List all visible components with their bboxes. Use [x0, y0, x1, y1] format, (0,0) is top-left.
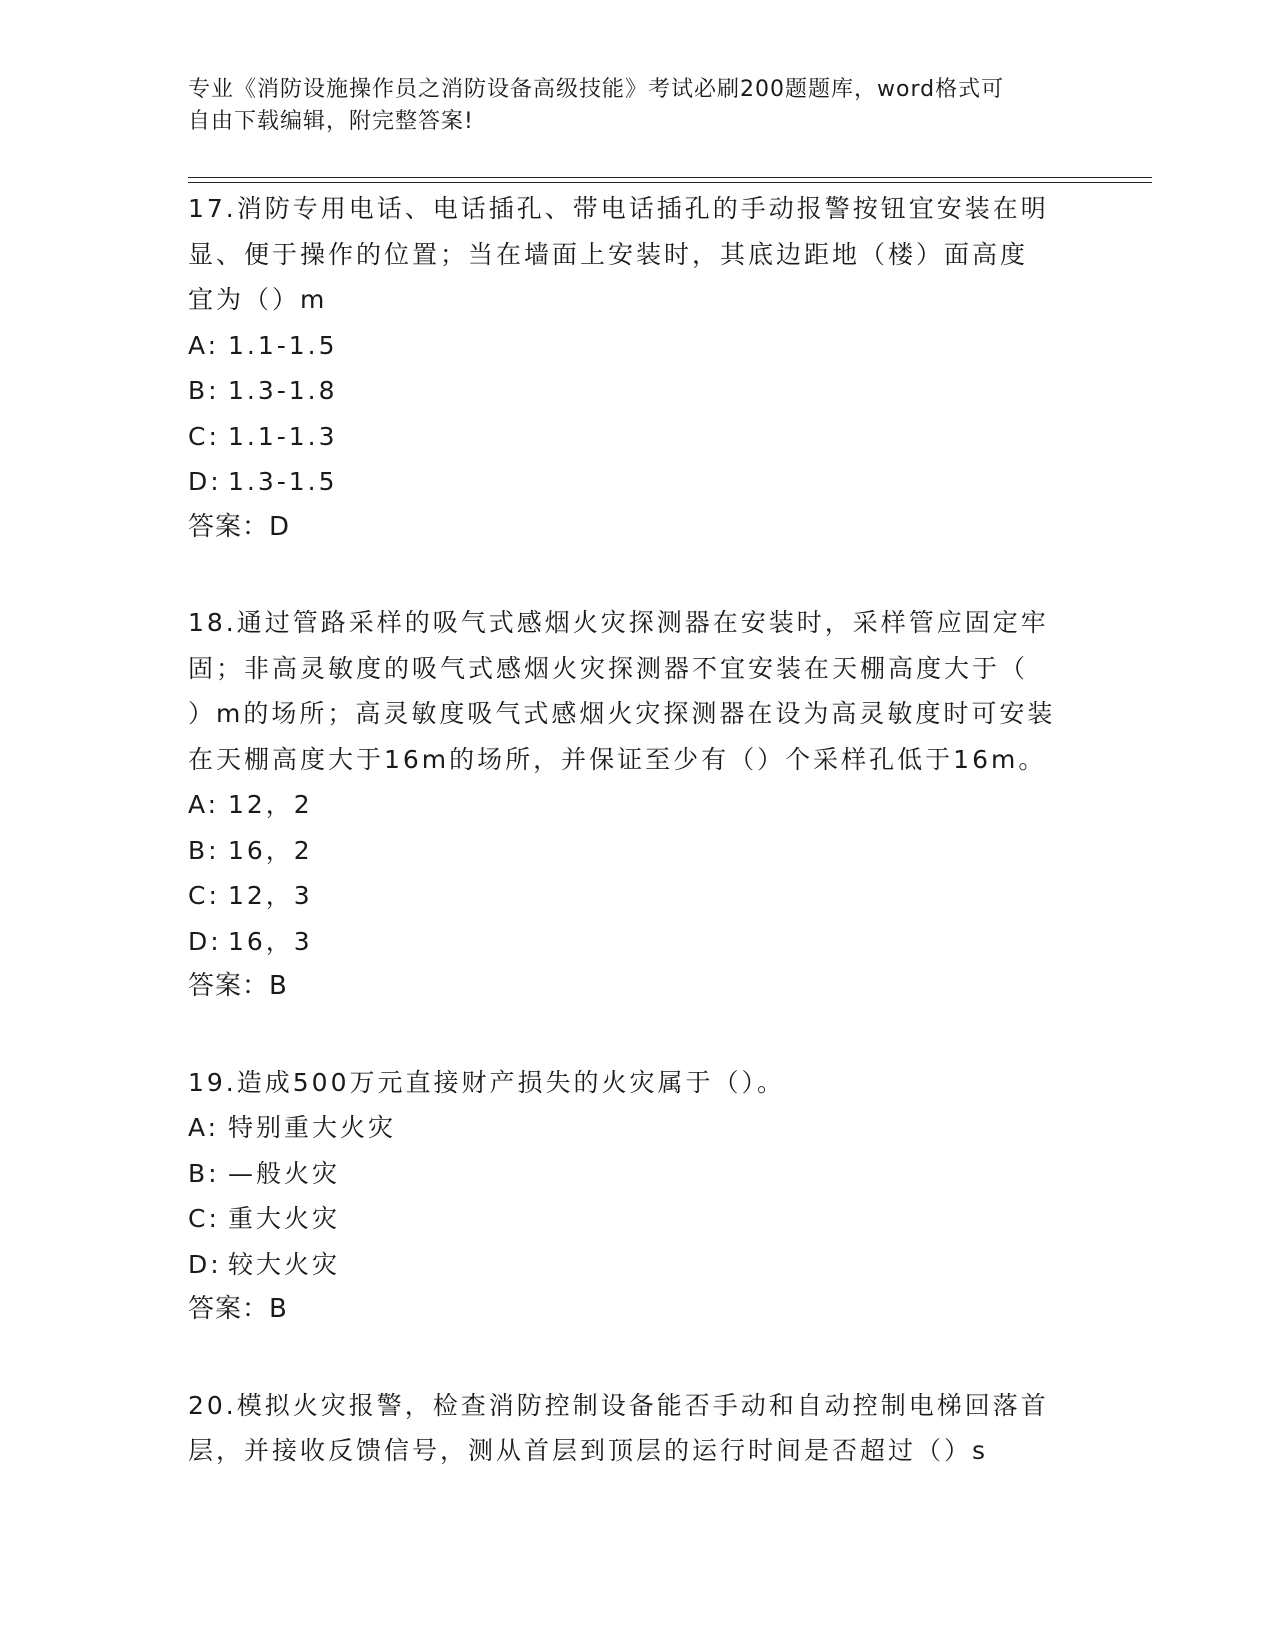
option-letter: D: [188, 926, 222, 956]
question-text-line: 20.模拟火灾报警，检查消防控制设备能否手动和自动控制电梯回落首 [188, 1390, 1049, 1420]
question-text-line: 19.造成500万元直接财产损失的火灾属于（）。 [188, 1067, 785, 1097]
option-d [188, 919, 1088, 965]
question-text-line: 层，并接收反馈信号，测从首层到顶层的运行时间是否超过（）s [188, 1436, 989, 1465]
option-letter: B: [188, 376, 220, 405]
question-text-line: 17.消防专用电话、电话插孔、带电话插孔的手动报警按钮宜安装在明 [188, 194, 1049, 223]
option-letter: A: [188, 330, 220, 360]
option-d [188, 459, 1088, 505]
option-c [188, 1196, 1088, 1242]
option-a [188, 782, 1088, 828]
option-letter: B: [188, 1158, 220, 1188]
option-text: 1.3-1.5 [228, 467, 338, 496]
option-text: 16，3 [228, 926, 313, 956]
header-line-1: 专业《消防设施操作员之消防设备高级技能》考试必刷200题题库，word格式可 [188, 77, 1005, 102]
question-text-line: 18.通过管路采样的吸气式感烟火灾探测器在安装时，采样管应固定牢 [188, 608, 1049, 637]
option-text: 12，2 [228, 790, 313, 819]
question-17 [188, 186, 1088, 550]
document-header [188, 74, 1088, 138]
option-b [188, 368, 1088, 414]
option-letter: A: [188, 1113, 220, 1142]
option-a [188, 1105, 1088, 1151]
question-19 [188, 1060, 1088, 1333]
option-b [188, 1151, 1088, 1197]
option-text: —般火灾 [228, 1158, 341, 1188]
option-letter: D: [188, 1249, 222, 1279]
question-text-line: 在天棚高度大于16m的场所，并保证至少有（）个采样孔低于16m。 [188, 744, 1047, 774]
option-text: 特别重大火灾 [228, 1113, 397, 1142]
question-text-line: ）m的场所；高灵敏度吸气式感烟火灾探测器在设为高灵敏度时可安装 [188, 699, 1056, 728]
question-text-line: 固；非高灵敏度的吸气式感烟火灾探测器不宜安装在天棚高度大于（ [188, 653, 1029, 683]
option-letter: B: [188, 835, 220, 865]
option-b [188, 828, 1088, 874]
option-letter: C: [188, 881, 220, 910]
answer-line: 答案：B [188, 971, 288, 1001]
option-letter: C: [188, 421, 220, 451]
question-text-line: 宜为（）m [188, 285, 328, 314]
option-letter: A: [188, 790, 220, 819]
answer-line: 答案：B [188, 1294, 288, 1324]
answer-line: 答案：D [188, 511, 291, 542]
option-text: 较大火灾 [228, 1249, 341, 1279]
option-a [188, 323, 1088, 369]
header-divider-bottom [188, 182, 1152, 183]
question-list [188, 186, 1088, 1524]
option-text: 重大火灾 [228, 1204, 341, 1233]
option-text: 16，2 [228, 835, 313, 865]
option-letter: C: [188, 1204, 220, 1233]
option-c [188, 414, 1088, 460]
option-d [188, 1242, 1088, 1288]
option-c [188, 873, 1088, 919]
question-text-line: 显、便于操作的位置；当在墙面上安装时，其底边距地（楼）面高度 [188, 239, 1029, 269]
header-line-2: 自由下载编辑，附完整答案! [188, 109, 474, 134]
option-text: 12，3 [228, 881, 313, 910]
header-divider-top [188, 177, 1152, 178]
question-18 [188, 600, 1088, 1010]
question-20 [188, 1383, 1088, 1474]
option-text: 1.1-1.3 [228, 421, 338, 451]
option-text: 1.1-1.5 [228, 330, 338, 360]
option-letter: D: [188, 467, 222, 496]
option-text: 1.3-1.8 [228, 376, 338, 405]
